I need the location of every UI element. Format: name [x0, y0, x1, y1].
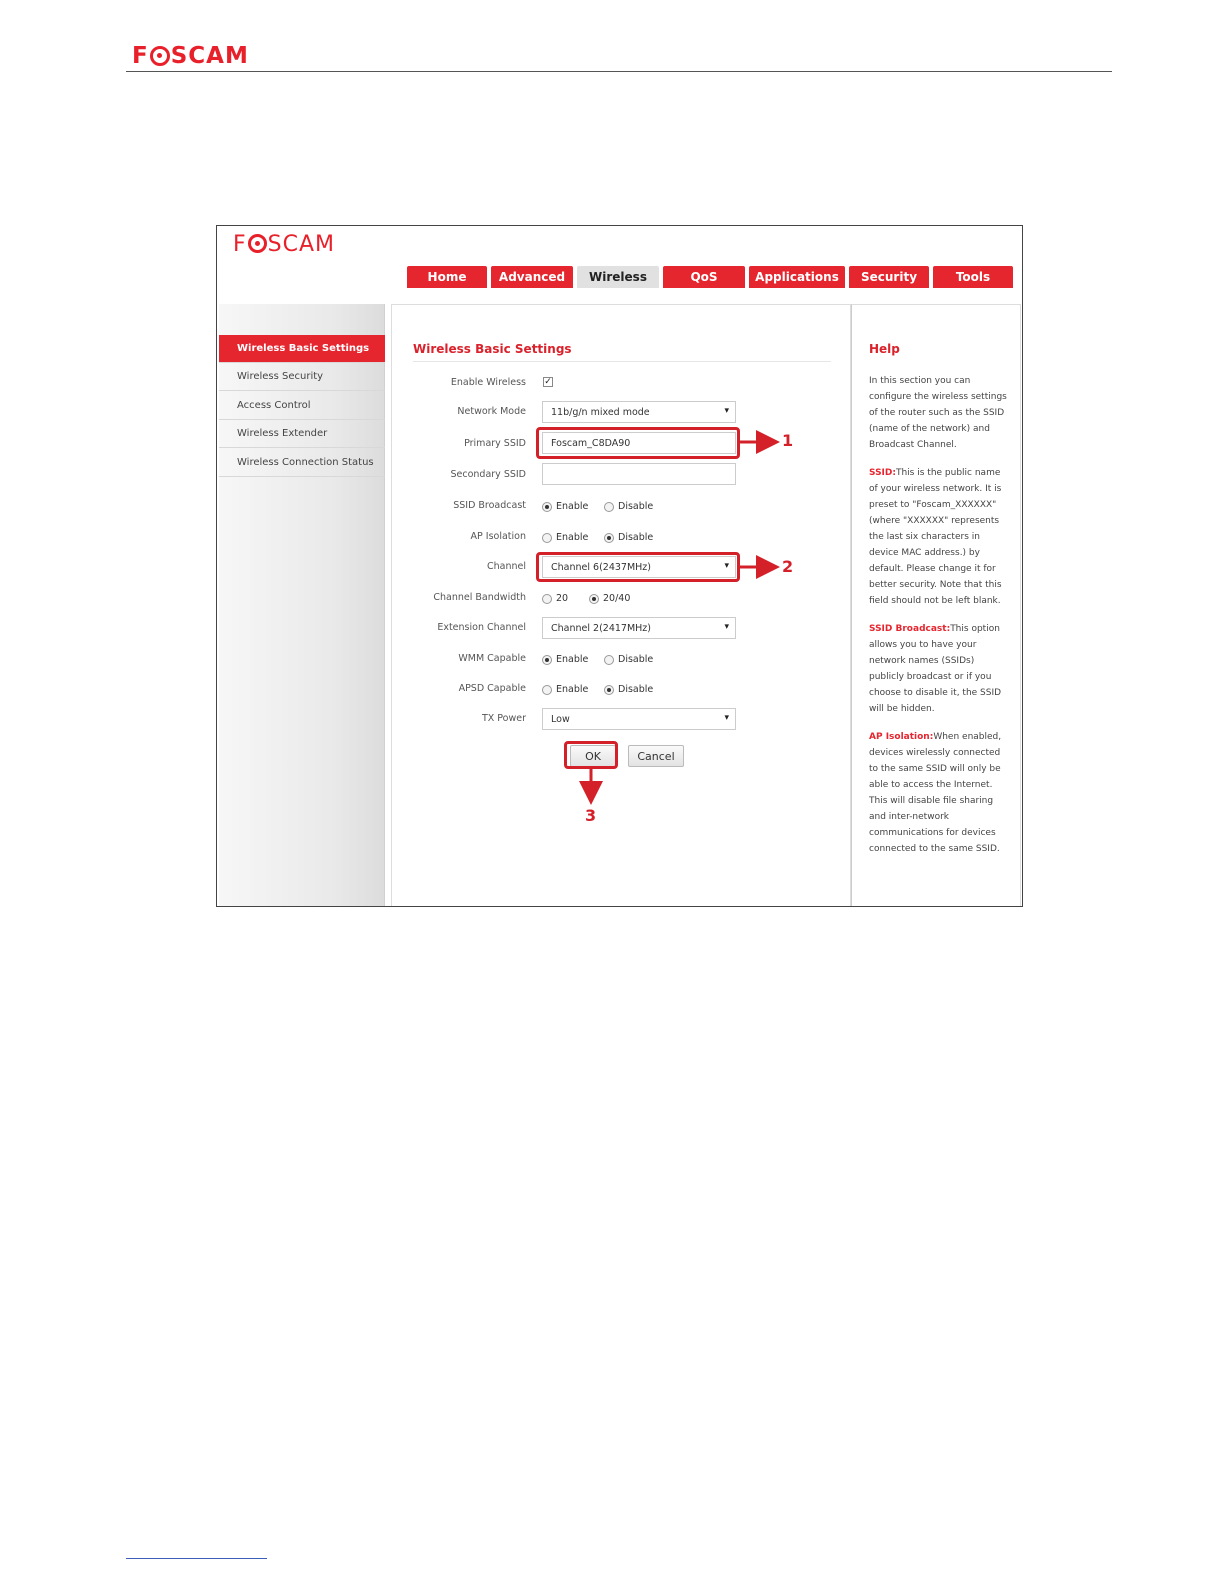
- tab-tools[interactable]: Tools: [933, 266, 1013, 288]
- router-ui-screenshot: [216, 225, 1023, 907]
- help-isolation-text: When enabled, devices wirelessly connected to the same SSID will only be able to access the Internet. This will disable file sharing and inter-network communications for devices connected to the same SSID.: [869, 732, 1002, 854]
- primary-ssid-value: Foscam_C8DA90: [551, 437, 631, 449]
- app-logo-f: F: [233, 232, 247, 257]
- page-logo: [132, 44, 249, 68]
- help-ssid-text: This is the public name of your wireless network. It is preset to "Foscam_XXXXXX" (where "XXXXXX" represents the last six characters in device MAC address.) by default. Please change it for better security. Note that this field should not be left blank.: [869, 468, 1002, 606]
- help-broadcast-key: SSID Broadcast:: [869, 624, 951, 634]
- network-mode-value: 11b/g/n mixed mode: [551, 406, 650, 418]
- annotation-2: 2: [782, 557, 794, 576]
- help-intro: In this section you can configure the wireless settings of the router such as the SSID (name of the network) and Broadcast Channel.: [869, 376, 1007, 450]
- tx-power-value: Low: [551, 713, 570, 725]
- bandwidth-20-text: 20: [556, 593, 569, 604]
- apsd-disable-text: Disable: [618, 684, 654, 695]
- channel-value: Channel 6(2437MHz): [551, 561, 651, 573]
- annotation-1: 1: [782, 431, 794, 450]
- primary-ssid-label: Primary SSID: [464, 438, 526, 449]
- tab-advanced[interactable]: Advanced: [491, 266, 573, 288]
- help-ssid-key: SSID:: [869, 468, 896, 478]
- ap-isolation-disable-text: Disable: [618, 532, 654, 543]
- sidebar-item-wireless-basic-settings[interactable]: Wireless Basic Settings: [219, 335, 385, 363]
- main-nav-tabs: [407, 266, 1013, 288]
- help-panel: [851, 304, 1021, 907]
- ssid-broadcast-disable-text: Disable: [618, 501, 654, 512]
- annotation-3: 3: [585, 806, 597, 825]
- tx-power-label: TX Power: [481, 713, 526, 724]
- sidebar-item-wireless-extender[interactable]: Wireless Extender: [219, 420, 385, 448]
- logo-lens-icon: [150, 46, 170, 66]
- footer-link-underline: [126, 1558, 267, 1559]
- sidebar-item-wireless-connection-status[interactable]: Wireless Connection Status: [219, 449, 385, 477]
- section-title: Wireless Basic Settings: [413, 342, 572, 356]
- sidebar-item-access-control[interactable]: Access Control: [219, 392, 385, 420]
- secondary-ssid-label: Secondary SSID: [450, 469, 526, 480]
- ap-isolation-label: AP Isolation: [470, 531, 526, 542]
- settings-panel: [391, 304, 851, 907]
- extension-channel-value: Channel 2(2417MHz): [551, 622, 651, 634]
- enable-wireless-label: Enable Wireless: [450, 377, 526, 388]
- channel-bandwidth-label: Channel Bandwidth: [433, 592, 526, 603]
- help-broadcast-text: This option allows you to have your network names (SSIDs) publicly broadcast or if you choose to disable it, the SSID will be hidden.: [869, 624, 1002, 714]
- tab-wireless[interactable]: Wireless: [577, 266, 659, 288]
- tab-security[interactable]: Security: [849, 266, 929, 288]
- ssid-broadcast-label: SSID Broadcast: [453, 500, 526, 511]
- wmm-enable-text: Enable: [556, 654, 589, 665]
- logo-lens-icon: [248, 234, 267, 253]
- help-ssid: [869, 465, 1009, 609]
- app-logo-rest: SCAM: [267, 232, 336, 257]
- help-isolation-key: AP Isolation:: [869, 732, 934, 742]
- bandwidth-2040-text: 20/40: [603, 593, 631, 604]
- help-broadcast: [869, 621, 1009, 717]
- extension-channel-label: Extension Channel: [437, 622, 526, 633]
- ssid-broadcast-enable-text: Enable: [556, 501, 589, 512]
- apsd-capable-label: APSD Capable: [458, 683, 526, 694]
- sidebar: [219, 304, 385, 907]
- wmm-capable-label: WMM Capable: [458, 653, 526, 664]
- tab-home[interactable]: Home: [407, 266, 487, 288]
- apsd-enable-text: Enable: [556, 684, 589, 695]
- app-logo: [233, 232, 335, 257]
- ap-isolation-enable-text: Enable: [556, 532, 589, 543]
- wmm-disable-text: Disable: [618, 654, 654, 665]
- ok-button[interactable]: OK: [570, 745, 616, 767]
- tab-applications[interactable]: Applications: [749, 266, 845, 288]
- enable-wireless-checkbox[interactable]: ✓: [544, 377, 552, 387]
- help-title: Help: [869, 342, 900, 356]
- header-rule: [126, 71, 1112, 72]
- page-logo-rest: SCAM: [170, 43, 249, 69]
- cancel-button[interactable]: Cancel: [628, 745, 684, 767]
- sidebar-item-wireless-security[interactable]: Wireless Security: [219, 363, 385, 391]
- tab-qos[interactable]: QoS: [663, 266, 745, 288]
- channel-label: Channel: [486, 561, 526, 572]
- page-logo-f: F: [132, 43, 149, 69]
- help-body: [869, 373, 1009, 869]
- network-mode-label: Network Mode: [457, 406, 526, 417]
- annotation-arrows: [392, 305, 852, 907]
- help-isolation: [869, 729, 1009, 857]
